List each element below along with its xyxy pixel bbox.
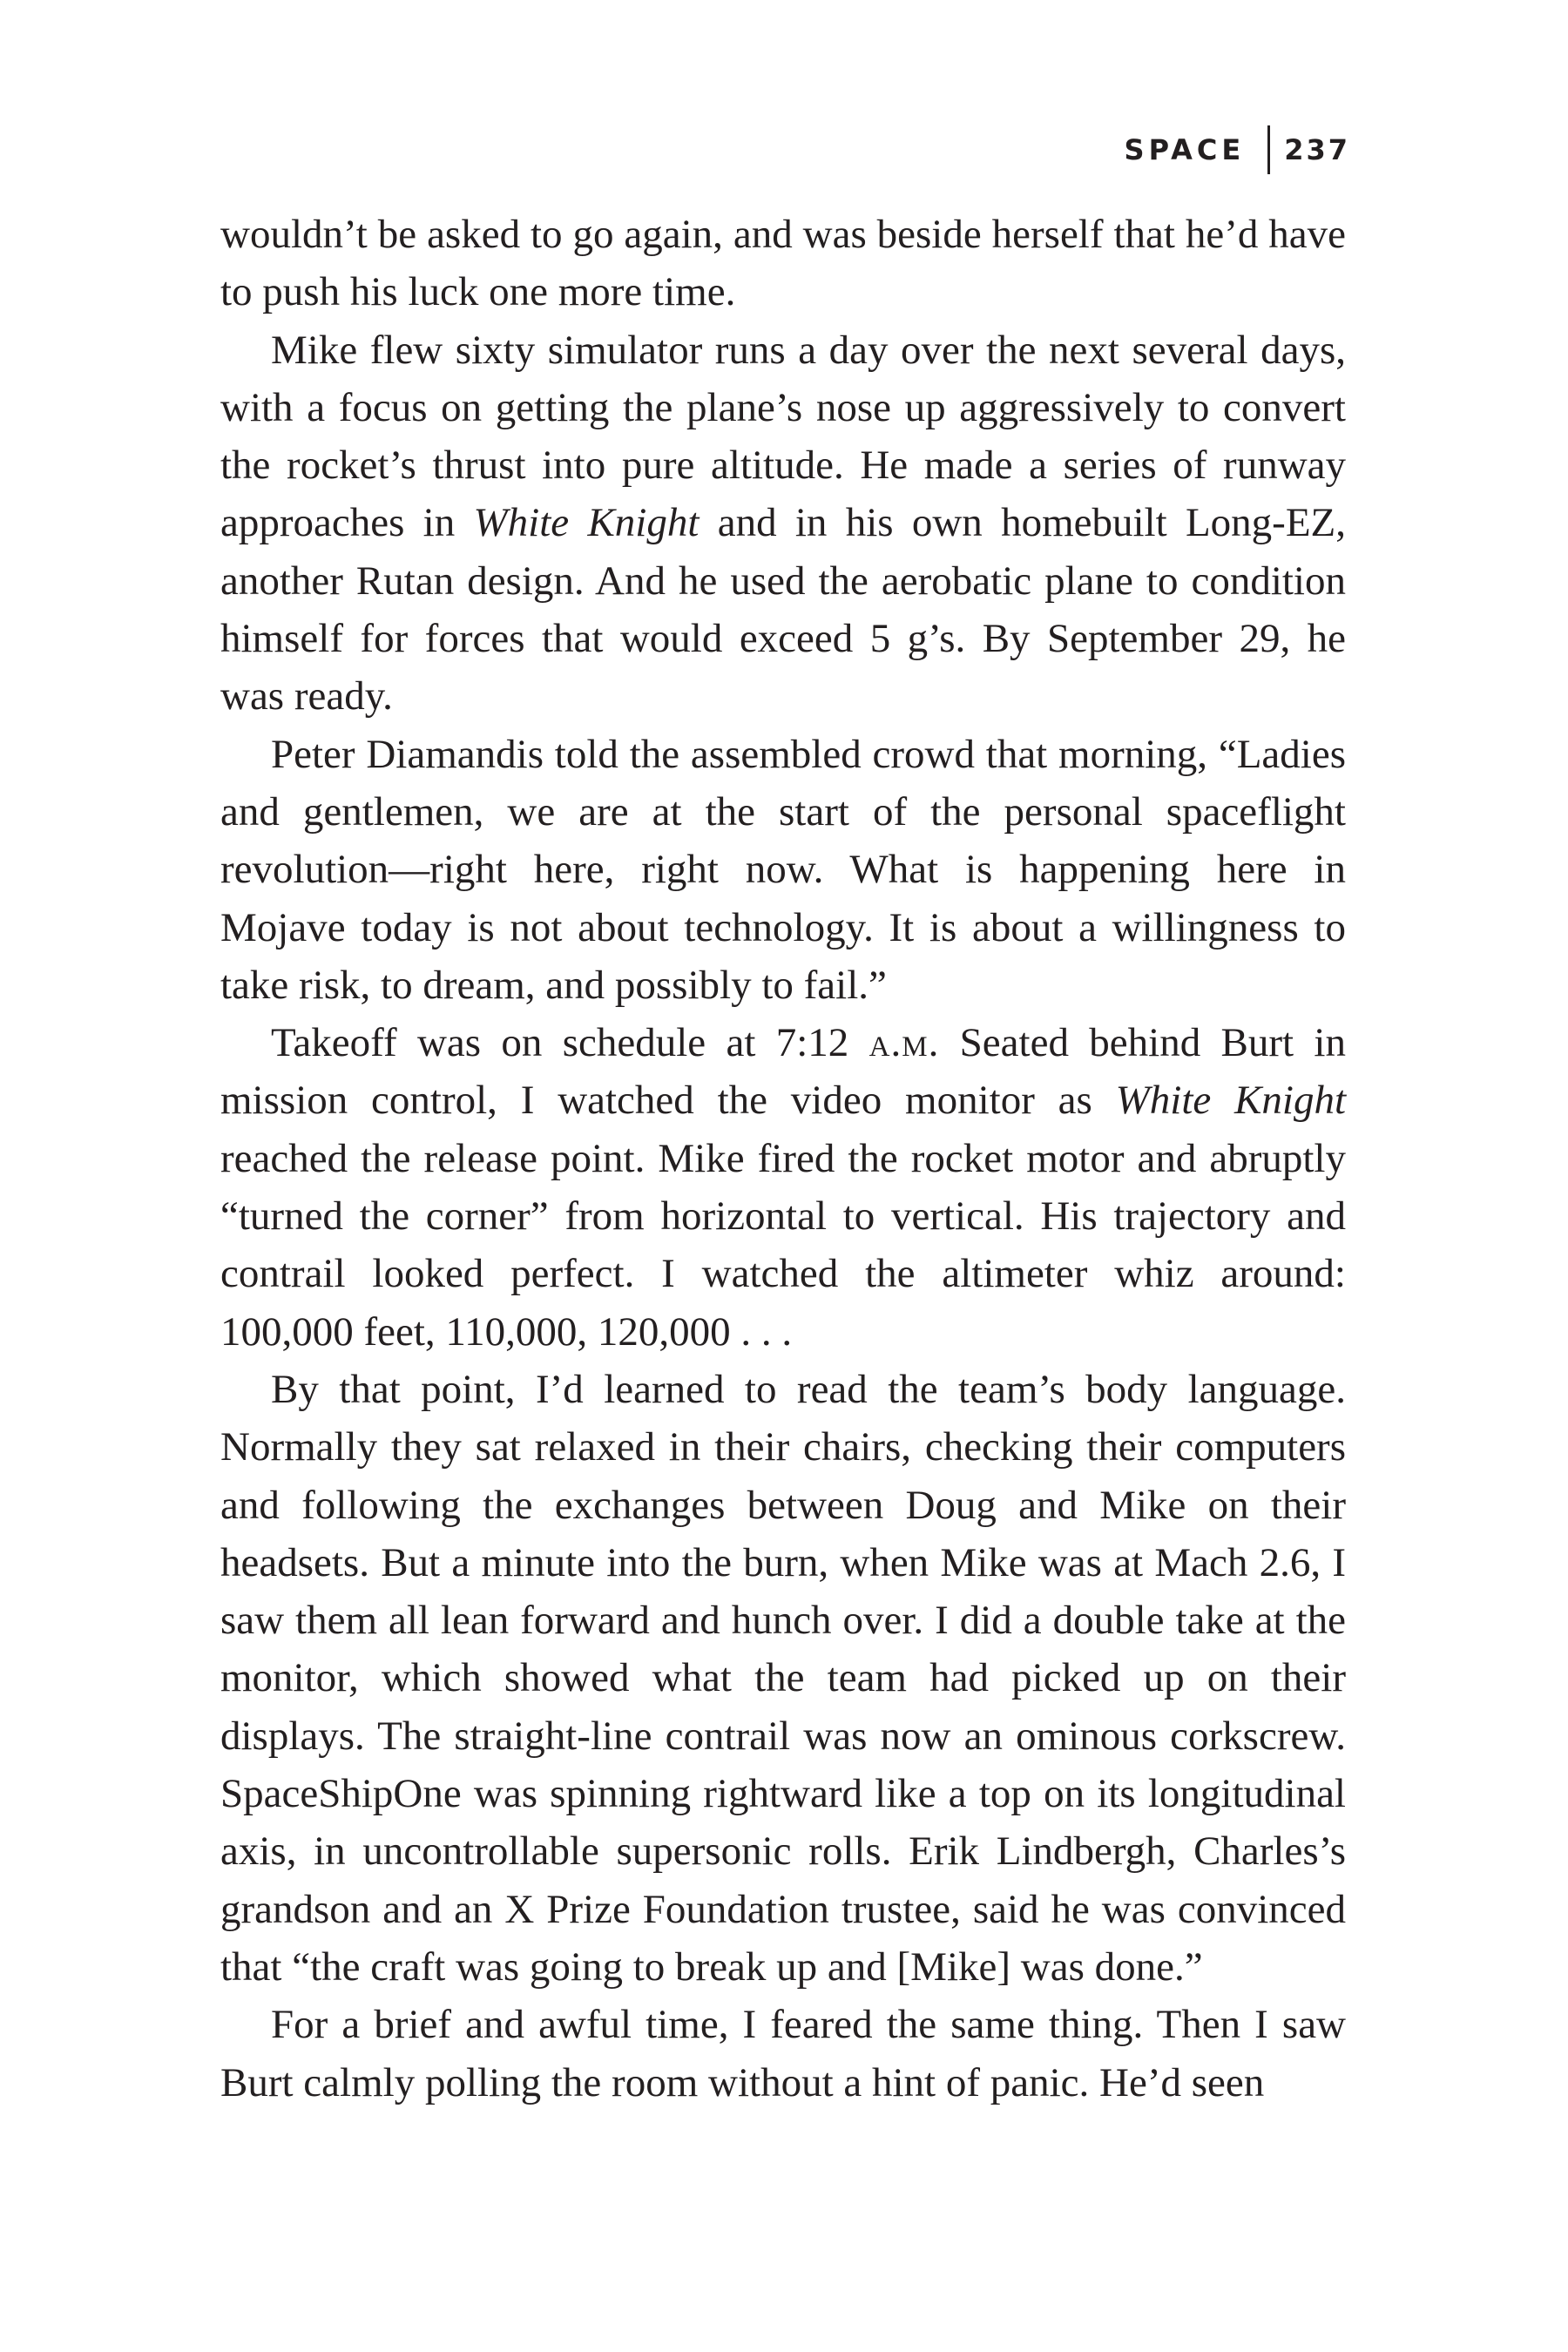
italic-title: White Knight (1115, 1078, 1347, 1124)
running-head-section: SPACE (1124, 133, 1246, 166)
paragraph: By that point, I’d learned to read the team’s body language. Normally they sat relaxed in their chairs, checking their computers and following the exchanges between Doug and Mike on their headsets. But a minute into the burn, when Mike was at Mach 2.6, I saw them all lean forward and hunch over. I did a double take at the monitor, which showed what the team had picked up on their displays. The straight-line contrail was now an ominous corkscrew. SpaceShipOne was spinning rightward like a top on its longitudinal axis, in uncontrollable supersonic rolls. Erik Lindbergh, Charles’s grandson and an X Prize Foundation trustee, said he was convinced that “the craft was going to break up and [Mike] was done.” (220, 1366, 1346, 1990)
paragraph: Takeoff was on schedule at 7:12 a.m. Seated behind Burt in mission control, I watched the video monitor as White Knight reached the release point. Mike fired the rocket motor and abruptly “turned the corner” from horizontal to vertical. His trajectory and contrail looked perfect. I watched the altimeter whiz around: 100,000 feet, 110,000, 120,000 . . . (220, 1020, 1347, 1355)
running-head (1125, 127, 1350, 172)
paragraph: Peter Diamandis told the assembled crowd that morning, “Ladies and gentlemen, we are at the start of the personal spaceflight revolution—right here, right now. What is happening here in Mojave today is not about technology. It is about a willingness to take risk, to dream, and possibly to fail.” (220, 731, 1346, 1008)
paragraph: wouldn’t be asked to go again, and was beside herself that he’d have to push his luck one more time. (220, 212, 1346, 315)
page-number: 237 (1284, 133, 1350, 166)
running-head-divider (1267, 125, 1270, 174)
paragraph: Mike flew sixty simulator runs a day over the next several days, with a focus on getting the plane’s nose up aggressively to convert the rocket’s thrust into pure altitude. He made a series of runway approaches in White Knight and in his own homebuilt Long-EZ, another Rutan design. And he used the aerobatic plane to condition himself for forces that would exceed 5 g’s. By September 29, he was ready. (220, 327, 1346, 720)
smallcaps-time: a.m. (868, 1020, 940, 1066)
paragraph: For a brief and awful time, I feared the same thing. Then I saw Burt calmly polling the room without a hint of panic. He’d seen (220, 2002, 1346, 2105)
body-text (220, 206, 1346, 2112)
italic-title: White Knight (473, 500, 700, 546)
